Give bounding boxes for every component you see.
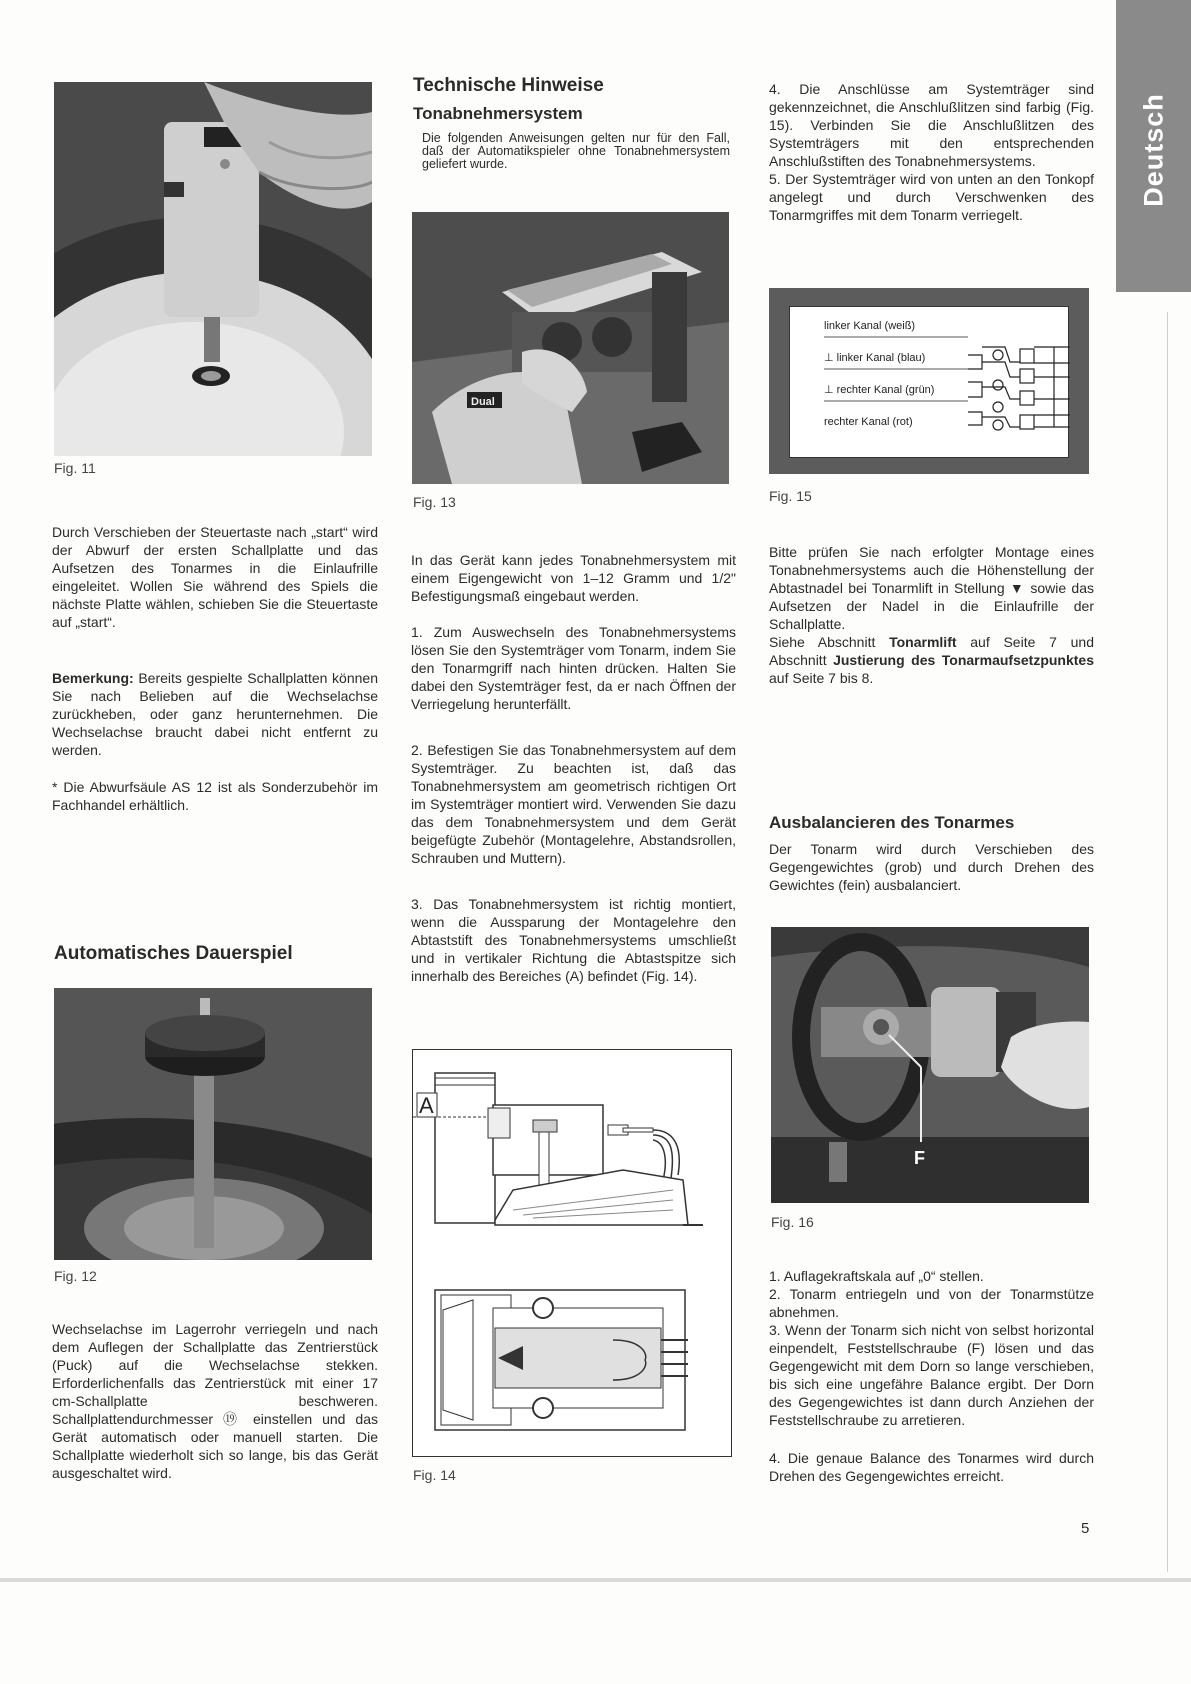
fig15-label-2: ⊥ linker Kanal (blau) [824, 352, 926, 364]
col1-remark [52, 669, 378, 759]
fig13-caption: Fig. 13 [413, 494, 456, 510]
col3-b3: 3. Wenn der Tonarm sich nicht von selbst horizontal einpendelt, Feststellschraube (F) lösen und das Gegengewicht mit dem Dorn so lange verschieben, bis sich eine ungefähre Balance ergibt. Der Dorn des Gegengewichtes ist dann durch Anziehen der Feststellschraube zu arretieren. [769, 1322, 1094, 1428]
col1-para2: Wechselachse im Lagerrohr verriegeln und nach dem Auflegen der Schallplatte das Zentrierstück (Puck) auf die Wechselachse stekken. Erforderlichenfalls das Zentrierstück mit einer 17 cm-Schallplatte beschweren. Schallplattendurchmesser ⑲ einstellen und das Gerät automatisch oder manuell starten. Die Schallplatte wiederholt sich so lange, bis das Gerät ausgeschaltet wird. [52, 1321, 378, 1481]
fig12-photo [54, 988, 372, 1260]
fig13-logo: Dual [471, 396, 495, 408]
col1-footnote: * Die Abwurfsäule AS 12 ist als Sonderzubehör im Fachhandel erhältlich. [52, 779, 378, 813]
tab-edge-line [1167, 312, 1168, 1572]
language-tab-label: Deutsch [1138, 93, 1168, 207]
subheading-tonabnehmersystem: Tonabnehmersystem [413, 104, 583, 123]
col2-para1: In das Gerät kann jedes Tonabnehmersystem mit einem Eigengewicht von 1–12 Gramm und 1/2" Befestigungsmaß eingebaut werden. [411, 552, 736, 604]
heading-ausbalancieren: Ausbalancieren des Tonarmes [769, 813, 1015, 832]
ref-justierung: Justierung des Tonarmaufsetzpunktes [833, 652, 1094, 668]
page-bottom-edge [0, 1578, 1191, 1582]
col3-step5: 5. Der Systemträger wird von unten an den Tonkopf angelegt und durch Verschwenken des Tonarmgriffes mit dem Tonarm verriegelt. [769, 171, 1094, 223]
col3-b2: 2. Tonarm entriegeln und von der Tonarmstütze abnehmen. [769, 1286, 1094, 1320]
ref-post: auf Seite 7 bis 8. [769, 670, 874, 686]
ref-pre: Siehe Abschnitt [769, 634, 890, 650]
col3-balance-intro: Der Tonarm wird durch Verschieben des Gegengewichtes (grob) und durch Drehen des Gewichtes (fein) ausbalanciert. [769, 841, 1094, 893]
col3-reference [769, 633, 1094, 687]
col1-para1: Durch Verschieben der Steuertaste nach „start“ wird der Abwurf der ersten Schallplatte und das Aufsetzen des Tonarmes in die Einlaufrille eingeleitet. Wollen Sie während des Spiels die nächste Platte wählen, schieben Sie die Steuertaste auf „start“. [52, 524, 378, 630]
fig11-photo [54, 82, 372, 456]
col2-intro: Die folgenden Anweisungen gelten nur für den Fall, daß der Automatikspieler ohne Tonabnehmersystem geliefert wurde. [422, 131, 730, 171]
fig14-diagram [412, 1049, 732, 1457]
heading-automatisches-dauerspiel: Automatisches Dauerspiel [54, 943, 293, 964]
col3-step4: 4. Die Anschlüsse am Systemträger sind gekennzeichnet, die Anschlußlitzen sind farbig (Fig. 15). Verbinden Sie die Anschlußlitzen des Systemträgers mit den entsprechenden Anschlußstiften des Tonabnehmersystems. [769, 81, 1094, 169]
heading-technische-hinweise: Technische Hinweise [413, 75, 604, 96]
col2-step2: 2. Befestigen Sie das Tonabnehmersystem auf dem Systemträger. Zu beachten ist, daß das Tonabnehmersystem am geometrisch richtigen Ort im Systemträger montiert wird. Verwenden Sie dazu das dem Tonabnehmersystem und dem Gerät beigefügte Zubehör (Montagelehre, Abstandsrollen, Schrauben und Muttern). [411, 742, 736, 866]
fig13-photo [412, 212, 729, 484]
col3-b1: 1. Auflagekraftskala auf „0“ stellen. [769, 1268, 984, 1284]
page-number: 5 [1081, 1520, 1090, 1537]
col2-step3: 3. Das Tonabnehmersystem ist richtig montiert, wenn die Aussparung der Montagelehre den Abtaststift des Tonabnehmersystems umschließt und in vertikaler Richtung die Abtastspitze sich innerhalb des Bereiches (A) befindet (Fig. 14). [411, 896, 736, 984]
col3-b4: 4. Die genaue Balance des Tonarmes wird durch Drehen des Gegengewichtes erreicht. [769, 1450, 1094, 1484]
col3-check: Bitte prüfen Sie nach erfolgter Montage eines Tonabnehmersystems auch die Höhenstellung der Abtastnadel bei Tonarmlift in Stellung ▼ sowie das Aufsetzen der Nadel in die Einlaufrille der Schallplatte. [769, 544, 1094, 632]
language-tab [1116, 0, 1191, 292]
remark-text: Bereits gespielte Schallplatten können Sie nach Belieben auf die Wechselachse zurückheben, oder ganz herunternehmen. Die Wechselachse braucht dabei nicht entfernt zu werden. [52, 670, 378, 758]
fig12-caption: Fig. 12 [54, 1268, 97, 1284]
fig16-caption: Fig. 16 [771, 1214, 814, 1230]
fig15-label-1: linker Kanal (weiß) [824, 320, 916, 332]
fig11-caption: Fig. 11 [54, 460, 96, 476]
fig15-label-4: rechter Kanal (rot) [824, 416, 913, 428]
fig14-label-a: A [419, 1093, 434, 1118]
fig15-caption: Fig. 15 [769, 488, 812, 504]
remark-label: Bemerkung: [52, 670, 134, 686]
fig15-diagram [769, 288, 1089, 474]
fig16-photo [771, 927, 1089, 1203]
fig15-label-3: ⊥ rechter Kanal (grün) [824, 384, 935, 396]
ref-mid: auf Seite 7 und Abschnitt [769, 634, 1094, 668]
ref-tonarmlift: Tonarmlift [889, 634, 957, 650]
col2-step1: 1. Zum Auswechseln des Tonabnehmersystems lösen Sie den Systemträger vom Tonarm, indem Sie den Tonarmgriff nach hinten drücken. Halten Sie dabei den Systemträger fest, da er nach Öffnen der Verriegelung herunterfällt. [411, 624, 736, 712]
fig16-label-f: F [914, 1148, 925, 1168]
fig14-caption: Fig. 14 [413, 1467, 456, 1483]
